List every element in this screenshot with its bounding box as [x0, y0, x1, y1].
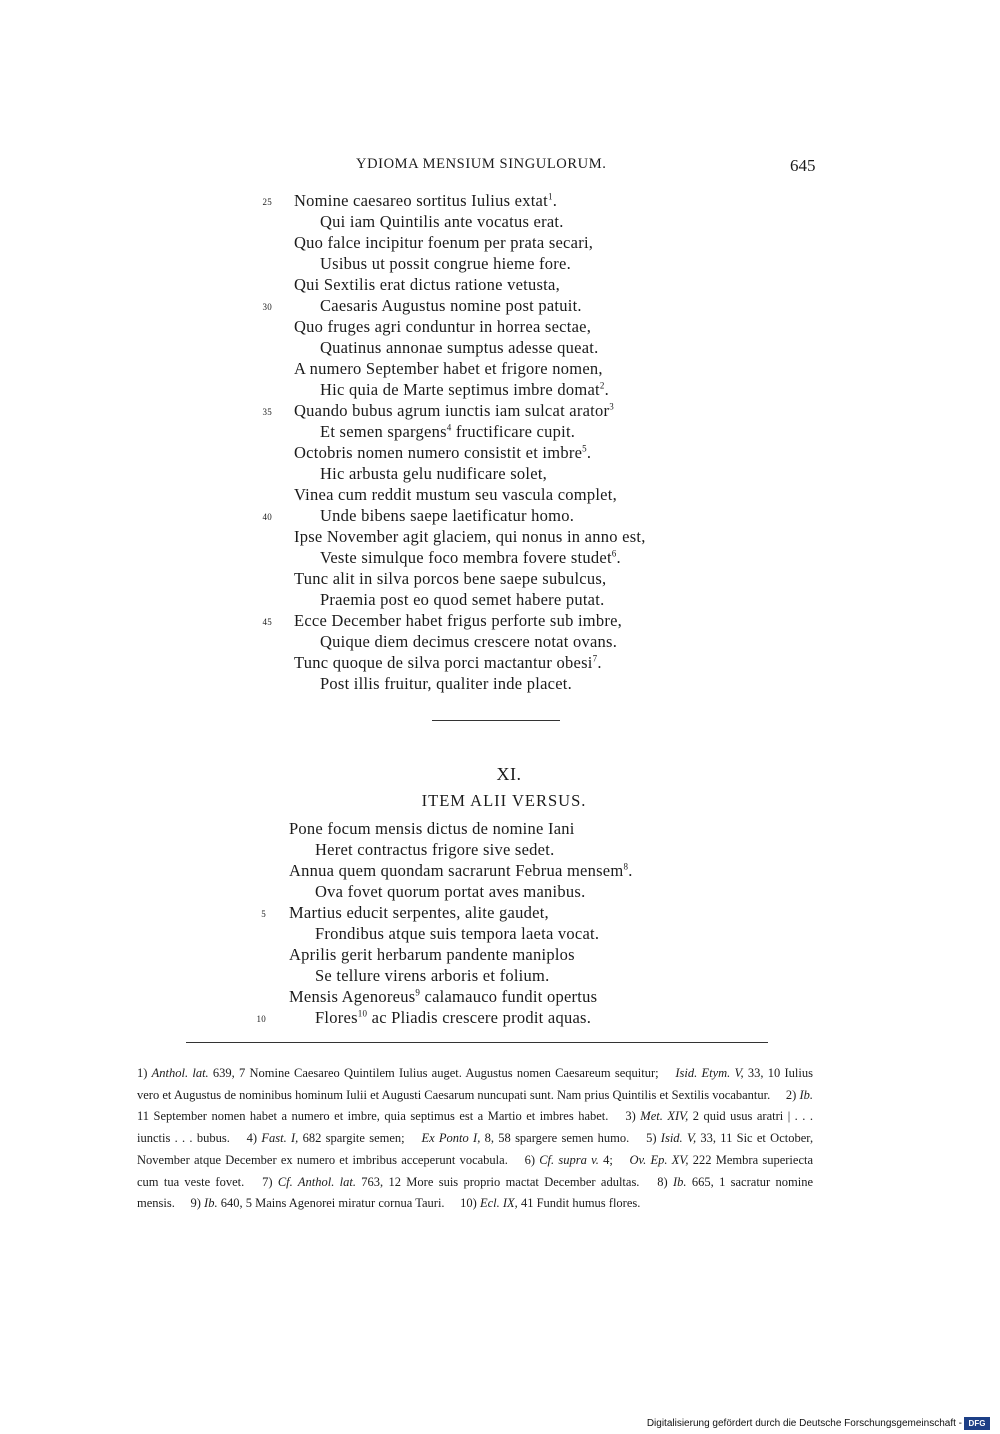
footnote-number: 8) [657, 1174, 668, 1189]
verse-body: Qui iam Quintilis ante vocatus erat. [320, 212, 564, 231]
verse-tail: . [552, 191, 558, 210]
verse-body: A numero September habet et frigore nomen, [294, 359, 603, 378]
verse-line [0, 400, 1000, 421]
verse-text [320, 337, 598, 358]
footnote-citation: Ib. [204, 1196, 218, 1211]
line-number: 30 [262, 302, 272, 312]
footnote-number: 7) [262, 1174, 273, 1189]
section-divider [432, 720, 560, 721]
verse-line [0, 1007, 1000, 1028]
verse-text [294, 610, 622, 631]
footnote-number: 2) [785, 1087, 797, 1102]
verse-body: Hic arbusta gelu nudificare solet, [320, 464, 548, 483]
verse-line [0, 295, 1000, 316]
verse-line [0, 316, 1000, 337]
verse-body: Mensis Agenoreus [289, 987, 416, 1006]
verse-text [289, 944, 575, 965]
verse-line [0, 190, 1000, 211]
verse-body: Pone focum mensis dictus de nomine Iani [289, 819, 575, 838]
footnote-text: 222 Membra superiecta cum tua veste fovet. [137, 1152, 814, 1189]
verse-text [320, 589, 604, 610]
section-number: XI. [496, 764, 522, 784]
verse-text [315, 965, 549, 986]
footnote [262, 1175, 639, 1189]
verse-line [0, 673, 1000, 694]
footnote [247, 1131, 405, 1145]
dfg-logo-icon: DFG [964, 1417, 990, 1430]
footnote-marker: 4 [446, 422, 452, 433]
page-number: 645 [790, 156, 816, 175]
verse-text [289, 986, 597, 1007]
verse-body: Tunc alit in silva porcos bene saepe subulcus, [294, 569, 607, 588]
verse-body: Veste simulque foco membra fovere studet [320, 548, 612, 567]
verse-line [0, 568, 1000, 589]
footnote-number: 5) [646, 1131, 657, 1146]
verse-line [0, 965, 1000, 986]
verse-tail: calamauco fundit opertus [420, 987, 598, 1006]
verse-body: Nomine caesareo sortitus Iulius extat [294, 191, 548, 210]
line-number: 40 [262, 512, 272, 522]
verse-line [0, 421, 1000, 442]
verse-line [0, 589, 1000, 610]
footnote-number: 9) [190, 1196, 201, 1211]
footnote-text: 33, 11 Sic et October, November atque December ex numero et imbribus acceperunt vocabula. [137, 1131, 814, 1167]
verse-body: Annua quem quondam sacrarunt Februa mensem [289, 861, 624, 880]
footnote-citation: Cf. supra v. [539, 1152, 599, 1167]
verse-body: Flores [315, 1008, 358, 1027]
verse-body: Qui Sextilis erat dictus ratione vetusta, [294, 275, 560, 294]
footnote-text: 33, 10 Iulius vero et Augustus de nominibus hominum Iulii et Augusti Caesarum nuncupati sunt. Nam prius Quintilis et Sextilis vocabantur. [137, 1066, 813, 1102]
poem-2 [0, 818, 1000, 1028]
footnote-citation: Isid. Etym. V, [675, 1066, 744, 1080]
verse-body: Ecce December habet frigus perforte sub imbre, [294, 611, 623, 630]
footnote-marker: 3 [609, 401, 615, 412]
verse-line [0, 274, 1000, 295]
verse-tail: . [586, 443, 592, 462]
verse-body: Vinea cum reddit mustum seu vascula complet, [294, 485, 617, 504]
footnote-citation: Ib. [673, 1174, 687, 1189]
verse-body: Octobris nomen numero consistit et imbre [294, 443, 583, 462]
verse-text [320, 547, 621, 568]
verse-text [315, 923, 599, 944]
verse-body: Aprilis gerit herbarum pandente maniplos [289, 945, 575, 964]
verse-body: Praemia post eo quod semet habere putat. [320, 590, 605, 609]
footnote-marker: 6 [611, 548, 617, 559]
section-title: ITEM ALII VERSUS. [421, 791, 587, 810]
verse-text [294, 400, 614, 421]
line-number: 35 [262, 407, 272, 417]
verse-text [289, 902, 549, 923]
verse-body: Frondibus atque suis tempora laeta vocat. [315, 924, 600, 943]
verse-text [320, 421, 575, 442]
footnote-citation: Fast. I, [261, 1131, 299, 1146]
footnote-citation: Isid. V, [660, 1131, 697, 1146]
verse-line [0, 379, 1000, 400]
verse-text [294, 190, 557, 211]
verse-body: Unde bibens saepe laetificatur homo. [320, 506, 575, 525]
line-number: 5 [261, 909, 266, 919]
footnote-number: 6) [524, 1152, 535, 1167]
verse-line [0, 484, 1000, 505]
verse-line [0, 652, 1000, 673]
verse-text [294, 442, 591, 463]
verse-tail: . [628, 861, 633, 880]
verse-line [0, 442, 1000, 463]
verse-body: Tunc quoque de silva porci mactantur obesi [294, 653, 593, 672]
verse-line [0, 232, 1000, 253]
verse-text [289, 860, 633, 881]
verse-line [0, 986, 1000, 1007]
verse-line [0, 902, 1000, 923]
verse-body: Usibus ut possit congrue hieme fore. [320, 254, 571, 273]
verse-line [0, 547, 1000, 568]
verse-text [289, 818, 575, 839]
verse-tail: . [604, 380, 609, 399]
footnote-text: 2 quid usus aratri | . . . iunctis . . . bubus. [137, 1109, 814, 1146]
footnote-citation: Anthol. lat. [151, 1066, 209, 1080]
verse-body: Se tellure virens arboris et folium. [315, 966, 550, 985]
verse-text [294, 526, 646, 547]
verse-line [0, 358, 1000, 379]
footnote-text: 763, 12 More suis proprio mactat December adultas. [355, 1174, 640, 1189]
footnote [525, 1153, 613, 1167]
verse-text [294, 484, 617, 505]
footnote-marker: 7 [592, 653, 598, 664]
verse-text [320, 211, 564, 232]
verse-line [0, 526, 1000, 547]
verse-text [320, 673, 572, 694]
footnote-text: 4; [598, 1152, 613, 1167]
verse-tail: ac Pliadis crescere prodit aquas. [367, 1008, 592, 1027]
verse-body: Ipse November agit glaciem, qui nonus in anno est, [294, 527, 646, 546]
verse-body: Quando bubus agrum iunctis iam sulcat arator [294, 401, 610, 420]
line-number: 25 [262, 197, 272, 207]
poem-1 [0, 190, 1000, 694]
verse-text [320, 295, 582, 316]
verse-line [0, 610, 1000, 631]
footnote-citation: Ov. Ep. XV, [629, 1152, 689, 1167]
verse-text [315, 881, 585, 902]
verse-body: Quo falce incipitur foenum per prata secari, [294, 233, 594, 252]
footnotes [137, 1063, 813, 1215]
verse-body: Hic quia de Marte septimus imbre domat [320, 380, 600, 399]
footnote-divider [186, 1042, 768, 1043]
line-number: 10 [256, 1014, 266, 1024]
footnote-text: 665, 1 sacratur nomine mensis. [137, 1174, 814, 1211]
verse-text [320, 253, 571, 274]
running-head: YDIOMA MENSIUM SINGULORUM. [356, 156, 607, 172]
verse-body: Quo fruges agri conduntur in horrea sectae, [294, 317, 592, 336]
verse-text [294, 274, 560, 295]
verse-line [0, 211, 1000, 232]
footnote-number: 3) [625, 1109, 636, 1124]
footnote-marker: 9 [415, 987, 421, 998]
verse-text [294, 316, 591, 337]
verse-line [0, 860, 1000, 881]
verse-line [0, 923, 1000, 944]
footnote-text: 8, 58 spargere semen humo. [480, 1131, 630, 1146]
footnote-marker: 1 [547, 191, 553, 202]
verse-line [0, 463, 1000, 484]
verse-body: Et semen spargens [320, 422, 447, 441]
verse-body: Heret contractus frigore sive sedet. [315, 840, 555, 859]
footnote-marker: 10 [357, 1008, 368, 1019]
verse-text [294, 652, 602, 673]
verse-line [0, 944, 1000, 965]
verse-text [320, 463, 547, 484]
verse-line [0, 818, 1000, 839]
footnote-text: 640, 5 Mains Agenorei miratur cornua Tauri. [217, 1196, 445, 1211]
verse-body: Ova fovet quorum portat aves manibus. [315, 882, 586, 901]
footnote [421, 1131, 629, 1145]
verse-line [0, 253, 1000, 274]
footnote-citation: Ex Ponto I, [421, 1131, 481, 1146]
footnote [190, 1196, 444, 1210]
footnote-citation: Ib. [799, 1087, 814, 1102]
footnote-text: 639, 7 Nomine Caesareo Quintilem Iulius auget. Augustus nomen Caesareum sequitur; [208, 1066, 659, 1080]
footnote-citation: Ecl. IX, [479, 1196, 518, 1211]
footnote-number: 4) [246, 1131, 258, 1146]
verse-line [0, 505, 1000, 526]
footnote-text: 11 September nomen habet a numero et imbre, quia septimus est a Martio et imbres habet. [137, 1109, 609, 1124]
verse-line [0, 881, 1000, 902]
verse-body: Quatinus annonae sumptus adesse queat. [320, 338, 599, 357]
footnote-text: 682 spargite semen; [298, 1131, 405, 1146]
footnote-citation: Met. XIV, [640, 1109, 689, 1124]
verse-text [320, 631, 617, 652]
verse-text [294, 568, 606, 589]
verse-body: Martius educit serpentes, alite gaudet, [289, 903, 549, 922]
verse-text [294, 232, 593, 253]
verse-text [315, 1007, 591, 1028]
verse-text [315, 839, 554, 860]
verse-line [0, 839, 1000, 860]
verse-body: Quique diem decimus crescere notat ovans. [320, 632, 618, 651]
verse-text [320, 379, 609, 400]
footnote-number: 1) [137, 1066, 148, 1080]
verse-text [294, 358, 603, 379]
verse-body: Caesaris Augustus nomine post patuit. [320, 296, 582, 315]
footnote-text: 41 Fundit humus flores. [517, 1196, 641, 1211]
verse-line [0, 631, 1000, 652]
footnote-marker: 2 [599, 380, 605, 391]
footnote-marker: 5 [582, 443, 587, 454]
digitization-credit: Digitalisierung gefördert durch die Deutsche Forschungsgemeinschaft - [646, 1418, 962, 1429]
footnote [460, 1196, 640, 1210]
footnote-number: 10) [460, 1196, 477, 1211]
footnote [137, 1066, 659, 1080]
verse-line [0, 337, 1000, 358]
verse-tail: . [616, 548, 621, 567]
line-number: 45 [262, 617, 272, 627]
verse-text [320, 505, 574, 526]
footnote-marker: 8 [623, 861, 629, 872]
verse-tail: . [597, 653, 602, 672]
footnote-citation: Cf. Anthol. lat. [277, 1174, 356, 1189]
verse-body: Post illis fruitur, qualiter inde placet. [320, 674, 572, 693]
verse-tail: fructificare cupit. [451, 422, 576, 441]
